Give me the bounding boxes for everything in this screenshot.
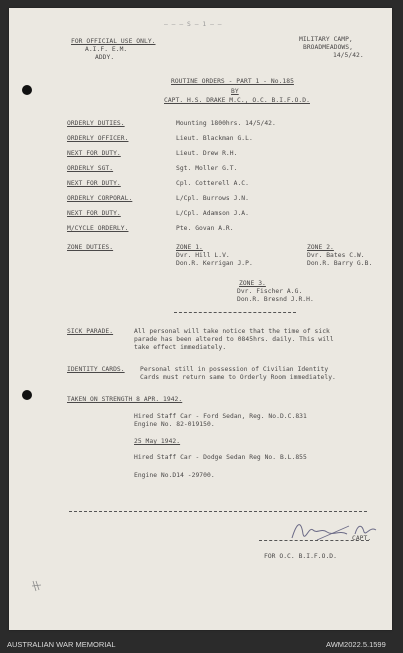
sick-parade-text: parade has been altered to 0845hrs. daily. This will — [134, 336, 334, 343]
duty-value: Mounting 1800hrs. 14/5/42. — [176, 120, 276, 127]
identity-cards-text: Personal still in possession of Civilian Identity — [140, 366, 329, 373]
duty-label: ORDERLY CORPORAL. — [67, 195, 133, 202]
orders-title: ROUTINE ORDERS - PART 1 - No.185 — [171, 78, 294, 85]
pencil-mark — [30, 578, 44, 594]
header-camp: MILITARY CAMP, — [299, 36, 353, 43]
signature-rank: CAPT. — [352, 535, 372, 542]
duty-value: L/Cpl. Burrows J.N. — [176, 195, 249, 202]
zone3-driver: Dvr. Fischer A.G. — [237, 288, 303, 295]
duty-value: L/Cpl. Adamson J.A. — [176, 210, 249, 217]
zone1-driver: Dvr. Hill L.V. — [176, 252, 230, 259]
duty-label: NEXT FOR DUTY. — [67, 210, 121, 217]
identity-cards-label: IDENTITY CARDS. — [67, 366, 125, 373]
zone1-don-r: Don.R. Kerrigan J.P. — [176, 260, 253, 267]
sick-parade-text: take effect immediately. — [134, 344, 227, 351]
section-divider — [174, 312, 296, 313]
punch-hole-top — [22, 85, 32, 95]
orders-by: BY — [231, 88, 239, 95]
duty-label: ORDERLY SGT. — [67, 165, 114, 172]
footer-credit: AUSTRALIAN WAR MEMORIAL — [7, 640, 116, 649]
duty-label: M/CYCLE ORDERLY. — [67, 225, 129, 232]
zone2-driver: Dvr. Bates C.W. — [307, 252, 365, 259]
duty-label: ORDERLY OFFICER. — [67, 135, 129, 142]
footer-accession: AWM2022.5.1599 — [326, 640, 386, 649]
header-addy: ADDY. — [95, 54, 115, 61]
duty-value: Cpl. Cotterell A.C. — [176, 180, 249, 187]
document-page — [9, 8, 392, 630]
signature-for-line: FOR O.C. B.I.F.O.D. — [264, 553, 337, 560]
identity-cards-text: Cards must return same to Orderly Room immediately. — [140, 374, 336, 381]
duty-label: ORDERLY DUTIES. — [67, 120, 125, 127]
duty-value: Lieut. Drew R.H. — [176, 150, 238, 157]
zone1-title: ZONE 1. — [176, 244, 203, 251]
sick-parade-label: SICK PARADE. — [67, 328, 114, 335]
vehicle-line: Engine No. 82-019150. — [134, 421, 215, 428]
header-topline: — — — S — 1 — — — [164, 21, 222, 28]
header-location: BROADMEADOWS, — [303, 44, 353, 51]
sick-parade-text: All personal will take notice that the time of sick — [134, 328, 330, 335]
duty-value: Pte. Govan A.R. — [176, 225, 234, 232]
duty-label: NEXT FOR DUTY. — [67, 180, 121, 187]
zone3-don-r: Don.R. Bresnd J.R.H. — [237, 296, 314, 303]
zone2-don-r: Don.R. Barry G.B. — [307, 260, 373, 267]
vehicle-line: Engine No.D14 -29700. — [134, 472, 215, 479]
vehicle-line: Hired Staff Car - Dodge Sedan Reg No. B.L.855 — [134, 454, 307, 461]
orders-authority: CAPT. H.S. DRAKE M.C., O.C. B.I.F.O.D. — [164, 97, 310, 104]
punch-hole-bottom — [22, 390, 32, 400]
vehicle-date: 25 May 1942. — [134, 438, 181, 445]
header-aif: A.I.F. E.M. — [85, 46, 128, 53]
header-date: 14/5/42. — [333, 52, 364, 59]
duty-label: NEXT FOR DUTY. — [67, 150, 121, 157]
header-official-use: FOR OFFICIAL USE ONLY. — [71, 38, 156, 45]
zone3-title: ZONE 3. — [239, 280, 266, 287]
vehicle-line: Hired Staff Car - Ford Sedan, Reg. No.D.C.831 — [134, 413, 307, 420]
zone2-title: ZONE 2. — [307, 244, 334, 251]
taken-on-label: TAKEN ON STRENGTH 8 APR. 1942. — [67, 396, 183, 403]
duty-value: Lieut. Blackman G.L. — [176, 135, 253, 142]
closing-divider — [69, 511, 367, 512]
zone-duties-label: ZONE DUTIES. — [67, 244, 114, 251]
duty-value: Sgt. Moller G.T. — [176, 165, 238, 172]
